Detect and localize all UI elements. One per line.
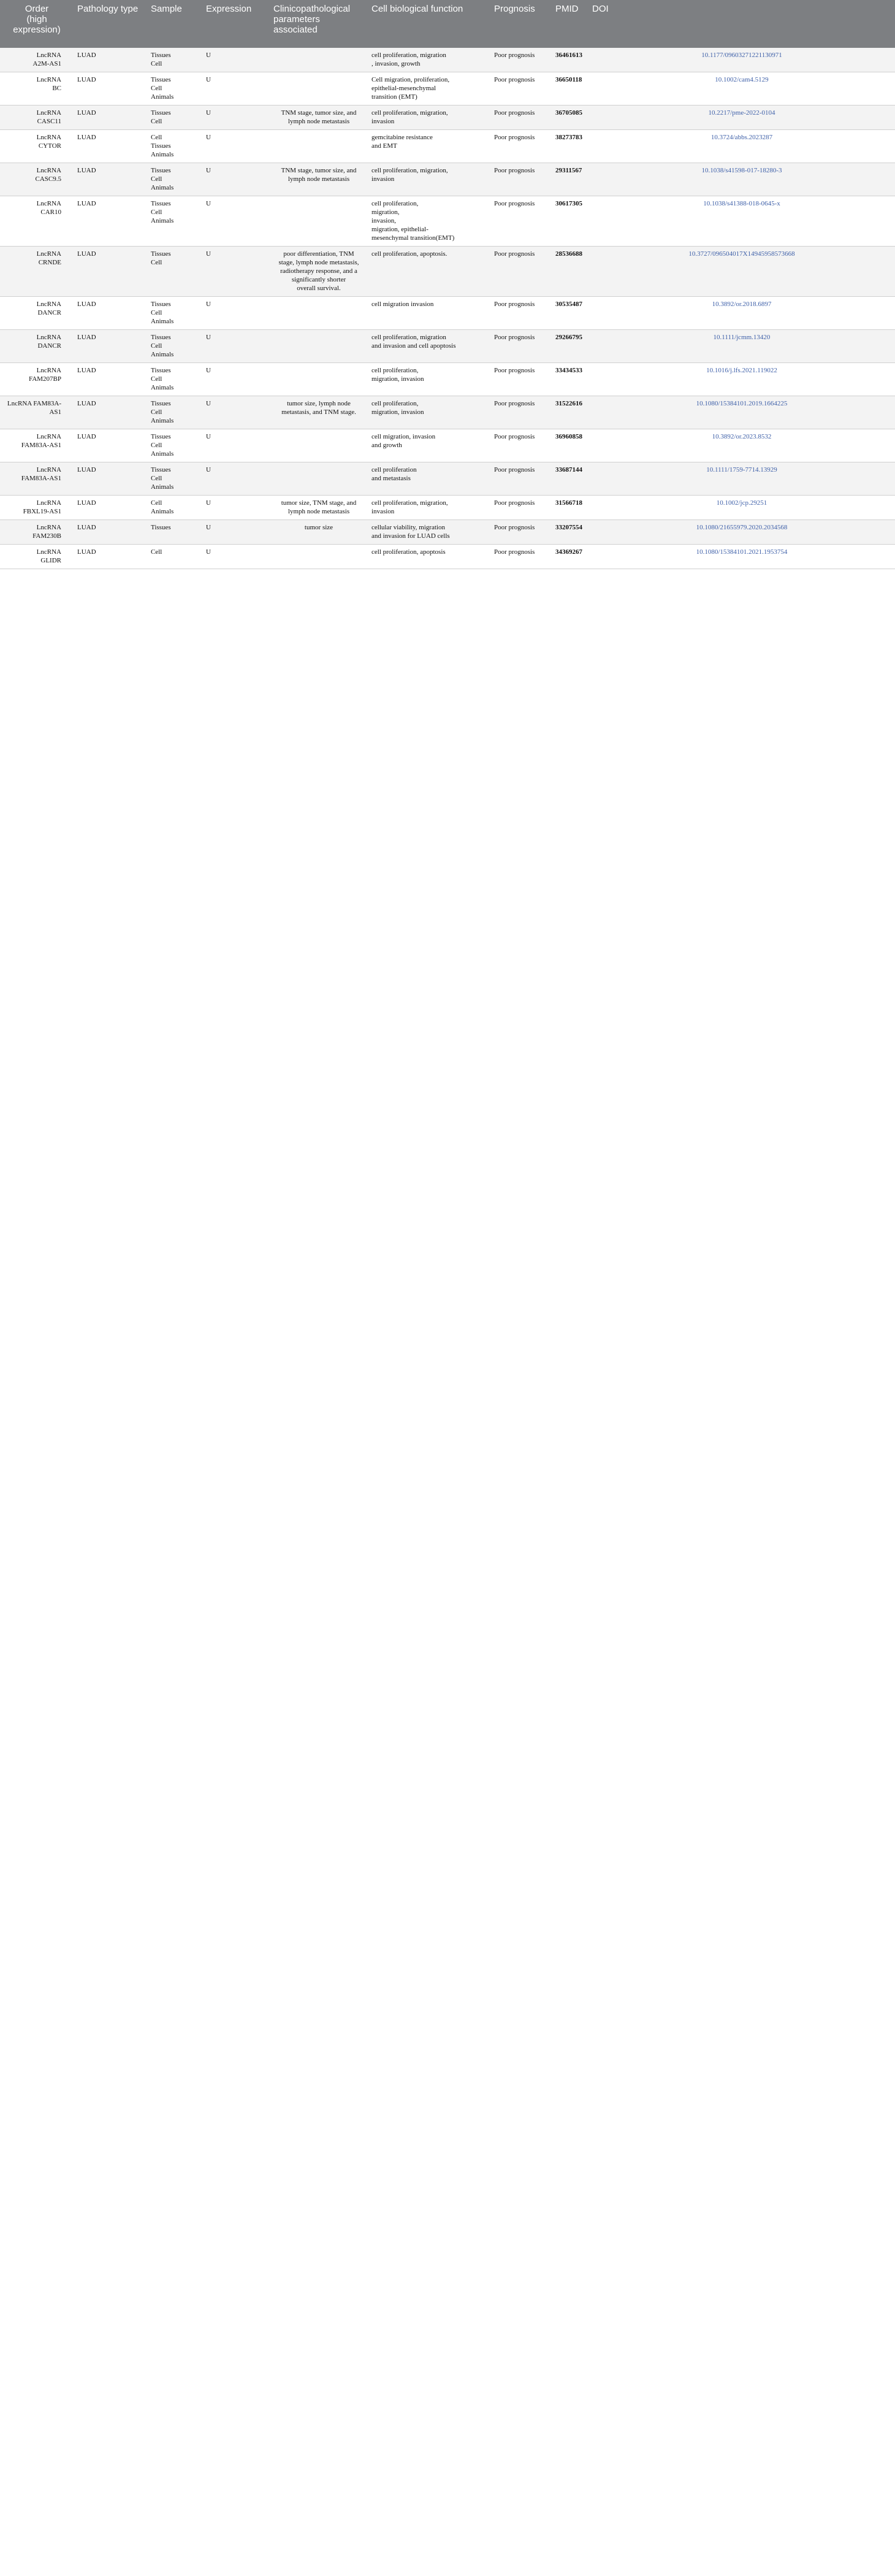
table-cell: LUAD: [74, 130, 147, 163]
table-cell: Tissues Cell Animals: [147, 163, 202, 196]
table-cell: LncRNA FAM230B: [0, 520, 74, 545]
doi-link[interactable]: 10.1038/s41388-018-0645-x: [588, 196, 895, 247]
table-cell: 36650118: [552, 72, 588, 105]
table-cell: U: [202, 520, 270, 545]
table-row: [0, 196, 895, 247]
column-header: Cell biological function: [368, 0, 490, 48]
doi-link[interactable]: 10.3892/or.2018.6897: [588, 297, 895, 330]
table-cell: cell proliferation, apoptosis.: [368, 247, 490, 297]
table-cell: LncRNA BC: [0, 72, 74, 105]
column-header: Order (high expression): [0, 0, 74, 48]
table-cell: 31522616: [552, 396, 588, 429]
doi-link[interactable]: 10.1038/s41598-017-18280-3: [588, 163, 895, 196]
table-cell: [270, 196, 368, 247]
table-cell: 33207554: [552, 520, 588, 545]
table-cell: Poor prognosis: [490, 48, 552, 72]
table-cell: [270, 363, 368, 396]
table-cell: U: [202, 105, 270, 130]
table-cell: 31566718: [552, 496, 588, 520]
table-cell: cell migration, invasion and growth: [368, 429, 490, 462]
table-cell: [270, 545, 368, 569]
table-cell: U: [202, 396, 270, 429]
table-cell: cell proliferation, migration, invasion: [368, 363, 490, 396]
table-cell: Poor prognosis: [490, 297, 552, 330]
column-header: Sample: [147, 0, 202, 48]
table-cell: U: [202, 72, 270, 105]
table-cell: Poor prognosis: [490, 330, 552, 363]
table-cell: cell proliferation, apoptosis: [368, 545, 490, 569]
table-cell: LUAD: [74, 297, 147, 330]
table-cell: Poor prognosis: [490, 396, 552, 429]
table-cell: LUAD: [74, 105, 147, 130]
table-cell: U: [202, 48, 270, 72]
doi-link[interactable]: 10.2217/pme-2022-0104: [588, 105, 895, 130]
table-cell: [270, 330, 368, 363]
column-header: PMID: [552, 0, 588, 48]
table-cell: LUAD: [74, 496, 147, 520]
table-row: [0, 496, 895, 520]
table-row: [0, 363, 895, 396]
table-cell: Cell Tissues Animals: [147, 130, 202, 163]
table-cell: [270, 429, 368, 462]
table-cell: Poor prognosis: [490, 496, 552, 520]
table-cell: Poor prognosis: [490, 363, 552, 396]
table-cell: LUAD: [74, 396, 147, 429]
table-cell: TNM stage, tumor size, and lymph node metastasis: [270, 163, 368, 196]
table-body: [0, 48, 895, 569]
table-header: [0, 0, 895, 48]
table-cell: U: [202, 196, 270, 247]
table-cell: Poor prognosis: [490, 520, 552, 545]
table-cell: cell proliferation, migration, invasion, migration, epithelial- mesenchymal transition(EMT): [368, 196, 490, 247]
table-cell: cell proliferation and metastasis: [368, 462, 490, 496]
table-cell: cellular viability, migration and invasion for LUAD cells: [368, 520, 490, 545]
table-row: [0, 163, 895, 196]
table-cell: Tissues Cell Animals: [147, 196, 202, 247]
table-cell: LncRNA FAM83A-AS1: [0, 429, 74, 462]
table-cell: LncRNA CRNDE: [0, 247, 74, 297]
table-cell: LncRNA CYTOR: [0, 130, 74, 163]
table-cell: LncRNA DANCR: [0, 297, 74, 330]
table-cell: LncRNA DANCR: [0, 330, 74, 363]
table-row: [0, 130, 895, 163]
table-cell: U: [202, 297, 270, 330]
table-cell: tumor size, TNM stage, and lymph node metastasis: [270, 496, 368, 520]
doi-link[interactable]: 10.3724/abbs.2023287: [588, 130, 895, 163]
table-cell: 29311567: [552, 163, 588, 196]
lncrna-table: [0, 0, 895, 569]
table-cell: LUAD: [74, 196, 147, 247]
table-cell: [270, 462, 368, 496]
table-cell: Tissues Cell: [147, 48, 202, 72]
table-cell: LncRNA A2M-AS1: [0, 48, 74, 72]
table-row: [0, 462, 895, 496]
table-cell: LncRNA GLIDR: [0, 545, 74, 569]
doi-link[interactable]: 10.3727/096504017X14945958573668: [588, 247, 895, 297]
table-row: [0, 72, 895, 105]
table-cell: Poor prognosis: [490, 196, 552, 247]
table-cell: poor differentiation, TNM stage, lymph node metastasis, radiotherapy response, and a significantly shorter overall survival.: [270, 247, 368, 297]
table-row: [0, 105, 895, 130]
table-cell: U: [202, 429, 270, 462]
table-row: [0, 297, 895, 330]
table-cell: Poor prognosis: [490, 72, 552, 105]
doi-link[interactable]: 10.1080/15384101.2019.1664225: [588, 396, 895, 429]
table-cell: LUAD: [74, 48, 147, 72]
table-row: [0, 545, 895, 569]
table-cell: Poor prognosis: [490, 545, 552, 569]
table-cell: Tissues Cell: [147, 105, 202, 130]
table-row: [0, 330, 895, 363]
table-row: [0, 520, 895, 545]
table-cell: U: [202, 330, 270, 363]
table-row: [0, 429, 895, 462]
table-cell: U: [202, 462, 270, 496]
table-cell: cell migration invasion: [368, 297, 490, 330]
table-cell: 36461613: [552, 48, 588, 72]
table-cell: cell proliferation, migration , invasion, growth: [368, 48, 490, 72]
table-cell: [270, 48, 368, 72]
table-cell: Cell Animals: [147, 496, 202, 520]
column-header: Expression: [202, 0, 270, 48]
table-cell: Poor prognosis: [490, 462, 552, 496]
table-cell: LncRNA FAM83A-AS1: [0, 396, 74, 429]
table-cell: Tissues Cell Animals: [147, 72, 202, 105]
doi-link[interactable]: 10.1177/09603271221130971: [588, 48, 895, 72]
table-cell: Poor prognosis: [490, 130, 552, 163]
table-cell: Cell migration, proliferation, epithelial-mesenchymal transition (EMT): [368, 72, 490, 105]
table-cell: U: [202, 130, 270, 163]
table-cell: Tissues Cell Animals: [147, 297, 202, 330]
table-cell: 33687144: [552, 462, 588, 496]
table-cell: Poor prognosis: [490, 247, 552, 297]
table-cell: Tissues Cell Animals: [147, 462, 202, 496]
doi-link[interactable]: 10.1111/1759-7714.13929: [588, 462, 895, 496]
table-row: [0, 396, 895, 429]
table-cell: LUAD: [74, 545, 147, 569]
table-cell: 28536688: [552, 247, 588, 297]
doi-link[interactable]: 10.1111/jcmm.13420: [588, 330, 895, 363]
table-cell: Tissues Cell Animals: [147, 330, 202, 363]
table-cell: 29266795: [552, 330, 588, 363]
doi-link[interactable]: 10.1002/jcp.29251: [588, 496, 895, 520]
table-cell: LUAD: [74, 330, 147, 363]
table-cell: LUAD: [74, 72, 147, 105]
table-cell: LUAD: [74, 462, 147, 496]
table-cell: Tissues Cell Animals: [147, 396, 202, 429]
table-cell: 36705085: [552, 105, 588, 130]
table-cell: 34369267: [552, 545, 588, 569]
table-container: [0, 0, 895, 569]
table-cell: 30617305: [552, 196, 588, 247]
table-cell: LUAD: [74, 429, 147, 462]
table-cell: LncRNA FAM83A-AS1: [0, 462, 74, 496]
table-cell: Poor prognosis: [490, 429, 552, 462]
table-cell: U: [202, 247, 270, 297]
table-cell: Tissues Cell Animals: [147, 429, 202, 462]
table-cell: Poor prognosis: [490, 163, 552, 196]
table-cell: LUAD: [74, 520, 147, 545]
table-cell: [270, 72, 368, 105]
table-cell: cell proliferation, migration and invasion and cell apoptosis: [368, 330, 490, 363]
table-cell: U: [202, 363, 270, 396]
table-cell: 33434533: [552, 363, 588, 396]
table-cell: LncRNA FBXL19-AS1: [0, 496, 74, 520]
table-cell: 38273783: [552, 130, 588, 163]
table-cell: [270, 297, 368, 330]
table-cell: [270, 130, 368, 163]
table-cell: LncRNA CASC9.5: [0, 163, 74, 196]
table-cell: cell proliferation, migration, invasion: [368, 163, 490, 196]
doi-link[interactable]: 10.1080/15384101.2021.1953754: [588, 545, 895, 569]
table-cell: TNM stage, tumor size, and lymph node metastasis: [270, 105, 368, 130]
table-cell: Tissues Cell Animals: [147, 363, 202, 396]
table-cell: LncRNA CAR10: [0, 196, 74, 247]
header-row: [0, 0, 895, 48]
doi-link[interactable]: 10.1016/j.lfs.2021.119022: [588, 363, 895, 396]
table-cell: LUAD: [74, 247, 147, 297]
column-header: DOI: [588, 0, 895, 48]
doi-link[interactable]: 10.1080/21655979.2020.2034568: [588, 520, 895, 545]
column-header: Prognosis: [490, 0, 552, 48]
table-cell: 36960858: [552, 429, 588, 462]
column-header: Clinicopathological parameters associated: [270, 0, 368, 48]
table-cell: Tissues Cell: [147, 247, 202, 297]
table-cell: cell proliferation, migration, invasion: [368, 496, 490, 520]
table-cell: U: [202, 496, 270, 520]
doi-link[interactable]: 10.3892/or.2023.8532: [588, 429, 895, 462]
table-cell: Poor prognosis: [490, 105, 552, 130]
table-row: [0, 48, 895, 72]
table-row: [0, 247, 895, 297]
table-cell: LUAD: [74, 363, 147, 396]
doi-link[interactable]: 10.1002/cam4.5129: [588, 72, 895, 105]
table-cell: tumor size, lymph node metastasis, and TNM stage.: [270, 396, 368, 429]
column-header: Pathology type: [74, 0, 147, 48]
table-cell: gemcitabine resistance and EMT: [368, 130, 490, 163]
table-cell: LUAD: [74, 163, 147, 196]
table-cell: LncRNA CASC11: [0, 105, 74, 130]
table-cell: U: [202, 163, 270, 196]
table-cell: Cell: [147, 545, 202, 569]
table-cell: tumor size: [270, 520, 368, 545]
table-cell: 30535487: [552, 297, 588, 330]
table-cell: LncRNA FAM207BP: [0, 363, 74, 396]
table-cell: U: [202, 545, 270, 569]
table-cell: Tissues: [147, 520, 202, 545]
table-cell: cell proliferation, migration, invasion: [368, 396, 490, 429]
table-cell: cell proliferation, migration, invasion: [368, 105, 490, 130]
